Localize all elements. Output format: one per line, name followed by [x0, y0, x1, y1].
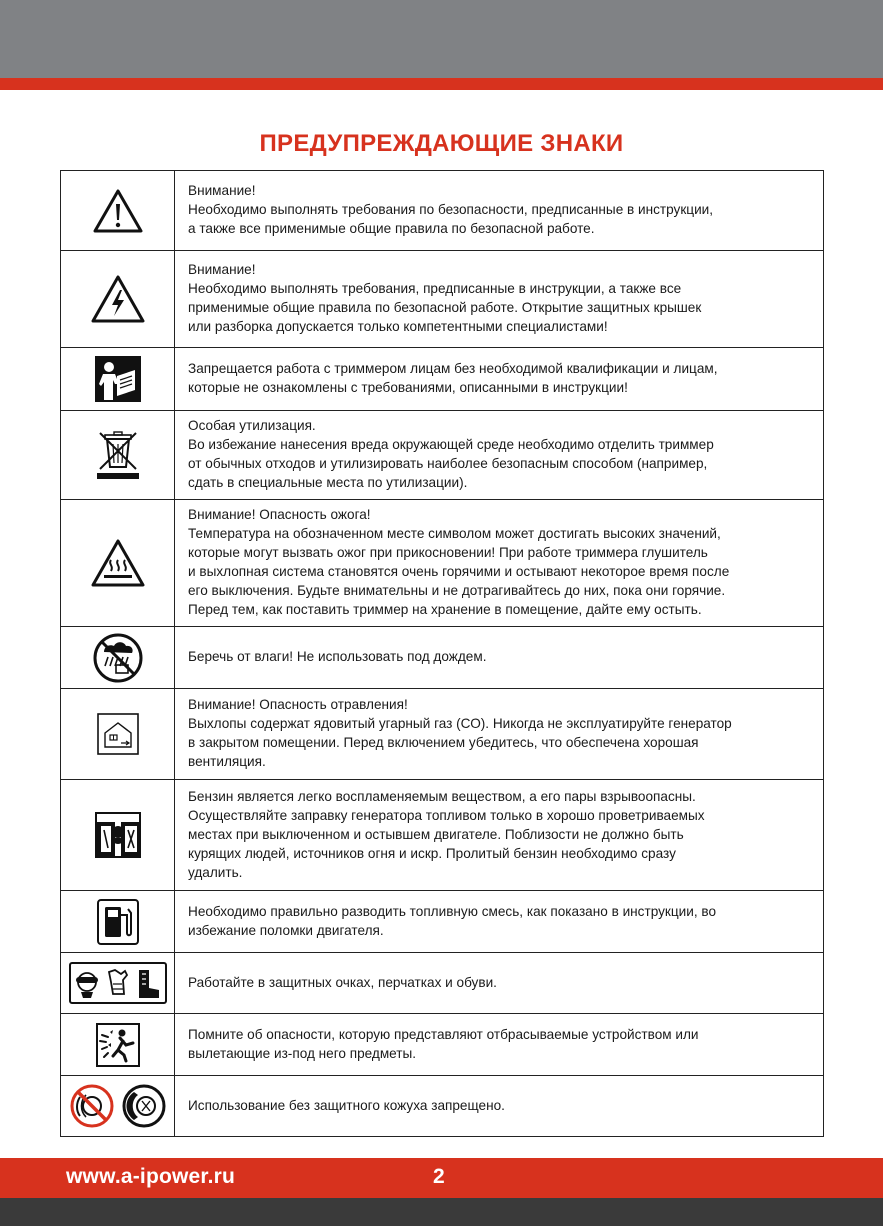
table-row: [61, 171, 824, 251]
row-text: [175, 500, 824, 627]
text-line: а также все применимые общие правила по безопасной работе.: [188, 221, 595, 236]
text-line: Необходимо выполнять требования по безопасности, предписанные в инструкции,: [188, 202, 714, 217]
icon-cell: [61, 171, 175, 251]
page-title: ПРЕДУПРЕЖДАЮЩИЕ ЗНАКИ: [259, 130, 624, 157]
table-row: [61, 627, 824, 689]
row-text: [175, 953, 824, 1014]
text-line: Помните об опасности, которую представляют отбрасываемые устройством или: [188, 1026, 699, 1042]
flammable-fuel-icon: [95, 812, 141, 858]
text-line: Использование без защитного кожуха запрещено.: [188, 1097, 505, 1113]
header-accent-stripe: [0, 78, 883, 90]
text-line: Бензин является легко воспламеняемым веществом, а его пары взрывоопасны.: [188, 788, 696, 804]
house-exhaust-icon: [97, 713, 139, 755]
electric-hazard-icon: [90, 274, 146, 324]
icon-cell: [61, 689, 175, 780]
header-bar: [0, 0, 883, 78]
table-row: [61, 689, 824, 780]
text-line: Необходимо выполнять требования, предписанные в инструкции, а также все: [188, 281, 682, 296]
text-line: от обычных отходов и утилизировать наиболее безопасным способом (например,: [188, 456, 708, 471]
page-number: 2: [433, 1165, 445, 1188]
text-line: Особая утилизация.: [188, 418, 316, 433]
text-line: в закрытом помещении. Перед включением убедитесь, что обеспечена хорошая: [188, 735, 699, 750]
text-line: Беречь от влаги! Не использовать под дождем.: [188, 649, 487, 664]
text-line: Выхлопы содержат ядовитый угарный газ (СО). Никогда не эксплуатируйте генератор: [188, 716, 732, 731]
text-line: Внимание!: [188, 262, 256, 277]
text-line: Внимание! Опасность отравления!: [188, 697, 408, 712]
table-row: [61, 411, 824, 500]
text-line: Запрещается работа с триммером лицам без необходимой квалификации и лицам,: [188, 361, 718, 376]
text-line: местах при выключенном и остывшем двигателе. Поблизости не должно быть: [188, 826, 684, 842]
row-text: [175, 1014, 824, 1076]
row-text: [175, 627, 824, 689]
guard-required-icon: [68, 1083, 168, 1129]
text-line: Осуществляйте заправку генератора топливом только в хорошо проветриваемых: [188, 807, 705, 823]
crossed-bin-icon: [95, 429, 141, 481]
text-line: вылетающие из-под него предметы.: [188, 1045, 417, 1061]
text-line: которые не ознакомлены с требованиями, описанными в инструкции!: [188, 380, 628, 395]
text-line: его выключения. Будьте внимательны и не дотрагивайтесь до них, пока они горячие.: [188, 583, 726, 598]
icon-cell: [61, 251, 175, 348]
text-line: вентиляция.: [188, 754, 266, 769]
text-line: которые могут вызвать ожог при прикосновении! При работе триммера глушитель: [188, 545, 708, 560]
icon-cell: [61, 627, 175, 689]
row-text: [175, 1076, 824, 1137]
icon-cell: [61, 953, 175, 1014]
row-text: [175, 689, 824, 780]
icon-cell: [61, 1014, 175, 1076]
icon-cell: [61, 1076, 175, 1137]
text-line: курящих людей, источников огня и искр. Пролитый бензин необходимо сразу: [188, 845, 676, 861]
footer-bar: [0, 1158, 883, 1198]
read-manual-icon: [95, 356, 141, 402]
warning-triangle-icon: [92, 188, 144, 234]
icon-cell: [61, 411, 175, 500]
no-rain-icon: [92, 632, 144, 684]
icon-cell: [61, 348, 175, 411]
row-text: [175, 411, 824, 500]
bottom-dark-bar: [0, 1198, 883, 1226]
fuel-pump-icon: [97, 899, 139, 945]
text-line: избежание поломки двигателя.: [188, 922, 384, 938]
protective-gear-icon: [69, 962, 167, 1004]
table-row: [61, 1076, 824, 1137]
website-url[interactable]: www.a-ipower.ru: [66, 1165, 236, 1188]
icon-cell: [61, 500, 175, 627]
icon-cell: [61, 780, 175, 891]
table-row: [61, 891, 824, 953]
text-line: и выхлопная система становятся очень горячими и остывают некоторое время после: [188, 564, 730, 579]
row-text: [175, 348, 824, 411]
table-row: [61, 953, 824, 1014]
text-line: Во избежание нанесения вреда окружающей среде необходимо отделить триммер: [188, 437, 714, 452]
table-row: [61, 500, 824, 627]
hot-surface-icon: [90, 538, 146, 588]
row-text: [175, 171, 824, 251]
text-line: Внимание! Опасность ожога!: [188, 507, 371, 522]
warning-signs-table: [60, 170, 824, 1137]
text-line: Внимание!: [188, 183, 256, 198]
row-text: [175, 251, 824, 348]
text-line: Работайте в защитных очках, перчатках и обуви.: [188, 974, 497, 990]
text-line: удалить.: [188, 864, 243, 880]
text-line: применимые общие правила по безопасной работе. Открытие защитных крышек: [188, 300, 702, 315]
text-line: Перед тем, как поставить триммер на хранение в помещение, дайте ему остыть.: [188, 602, 702, 617]
icon-cell: [61, 891, 175, 953]
text-line: или разборка допускается только компетентными специалистами!: [188, 319, 608, 334]
table-row: [61, 1014, 824, 1076]
flying-debris-icon: [96, 1023, 140, 1067]
table-row: [61, 251, 824, 348]
text-line: сдать в специальные места по утилизации).: [188, 475, 468, 490]
text-line: Необходимо правильно разводить топливную смесь, как показано в инструкции, во: [188, 903, 717, 919]
row-text: [175, 780, 824, 891]
table-row: [61, 348, 824, 411]
table-row: [61, 780, 824, 891]
row-text: [175, 891, 824, 953]
text-line: Температура на обозначенном месте символом может достигать высоких значений,: [188, 526, 721, 541]
